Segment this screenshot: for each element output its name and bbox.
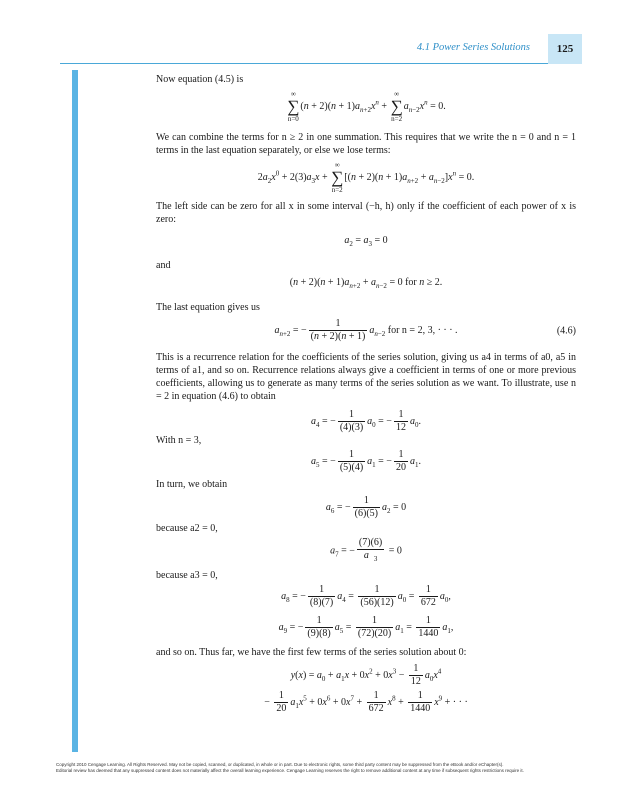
paragraph-5: This is a recurrence relation for the coefficients of the series solution, giving us a4 in terms of a0, a5 in terms of a1, and so on. Recurrence relations always give a coefficient in terms of one or more previous coefficients, allowing us to generate as many terms of the series solution as we want. To illustrate, use n = 2 in equation (4.6) to obtain xyxy=(156,352,576,402)
summation-n2: ∞ ∑ n=2 xyxy=(390,90,403,123)
copyright-footer xyxy=(56,762,576,774)
equation-label-4-6: (4.6) xyxy=(556,325,576,336)
paragraph-7: In turn, we obtain xyxy=(156,479,228,490)
paragraph-3: The left side can be zero for all x in some interval (−h, h) only if the coefficient of each power of x is zero: xyxy=(156,201,576,225)
equation-series-line1: $y(x) = a_0 + a_1x + 0x^2 + 0x^3$ − $\frac{1}{12}$ $a_0x^4$ xyxy=(290,663,442,687)
equation-a6: $a_6$ = − $\frac{1}{(6)(5)}$ $a_2 = 0$ xyxy=(325,495,407,519)
equation-a8: $a_8$ = − $\frac{1}{(8)(7)}$ $a_4$ = $\frac{1}{(56)(12)}$ $a_0$ = $\frac{1}{672}$ $a_0$, xyxy=(281,584,451,608)
equation-series-line2: − $\frac{1}{20}$ $a_1x^5 + 0x^6 + 0x^7$ + $\frac{1}{672}$ $x^8$ + $\frac{1}{1440}$ $x^9$ + · · · xyxy=(264,690,468,714)
summation-combined: ∞ ∑ n=2 xyxy=(331,161,344,194)
equation-a2-a3: $a_2 = a_3 = 0$ xyxy=(344,235,388,248)
word-and: and xyxy=(156,260,171,271)
summation-n0: ∞ ∑ n=0 xyxy=(287,90,300,123)
paragraph-4: The last equation gives us xyxy=(156,302,260,313)
footer-line-1: Copyright 2010 Cengage Learning. All Rights Reserved. May not be copied, scanned, or duplicated, in whole or in part. Due to electronic rights, some third party content may be suppressed from the eBook and/or eChapter(s). xyxy=(56,762,504,767)
equation-a9: $a_9$ = − $\frac{1}{(9)(8)}$ $a_5$ = $\frac{1}{(72)(20)}$ $a_1$ = $\frac{1}{1440}$ $a_1$, xyxy=(278,615,454,639)
paragraph-10: and so on. Thus far, we have the first few terms of the series solution about 0: xyxy=(156,647,467,658)
equation-4-5: ∞ ∑ $n=0(n + 2)(n + 1)a_{n+2}x^n$ + ∞ ∑ $n=2a_{n-2}x^n = 0$. xyxy=(287,90,446,123)
equation-a4: $a_4$ = − $\frac{1}{(4)(3)}$ $a_0$ = − $\frac{1}{12}$ $a_0$. xyxy=(311,409,421,433)
equation-a5: $a_5$ = − $\frac{1}{(5)(4)}$ $a_1$ = − $\frac{1}{20}$ $a_1$. xyxy=(311,449,421,473)
page-number: 125 xyxy=(548,34,582,64)
equation-recurrence-form: $(n + 2)(n + 1)a_{n+2} + a_{n-2} = 0$ for n ≥ 2. xyxy=(289,277,443,290)
running-header xyxy=(0,34,622,64)
paragraph-2: We can combine the terms for n ≥ 2 in one summation. This requires that we write the n = 0 and n = 1 terms in the last equation separately, or else we lose terms: xyxy=(156,132,576,156)
header-rule xyxy=(60,63,580,64)
section-title: 4.1 Power Series Solutions xyxy=(416,42,530,53)
paragraph-6: With n = 3, xyxy=(156,435,202,446)
margin-bar xyxy=(72,70,78,752)
footer-line-2: Editorial review has deemed that any suppressed content does not materially affect the overall learning experience. Cengage Learning reserves the right to remove additional content at any time if subsequent rights restrictions require it. xyxy=(56,768,524,773)
paragraph-9: because a3 = 0, xyxy=(156,570,218,581)
paragraph-1: Now equation (4.5) is xyxy=(156,74,244,85)
page-body xyxy=(156,73,576,715)
paragraph-8: because a2 = 0, xyxy=(156,523,218,534)
equation-4-6: $a_{n+2}$ = − $\frac{1}{(n + 2)(n + 1)}$ $a_{n-2}$ for n = 2, 3, · · · . (4.6) xyxy=(274,318,576,342)
equation-combined: $2a_2x^0 + 2(3)a_3x$ + ∞ ∑ $n=2[(n + 2)(n + 1)a_{n+2} + a_{n-2}]x^n = 0$. xyxy=(257,161,475,194)
equation-a7: $a_7$ = − $\frac{(7)(6)}{a _3}$ = 0 xyxy=(330,537,402,563)
